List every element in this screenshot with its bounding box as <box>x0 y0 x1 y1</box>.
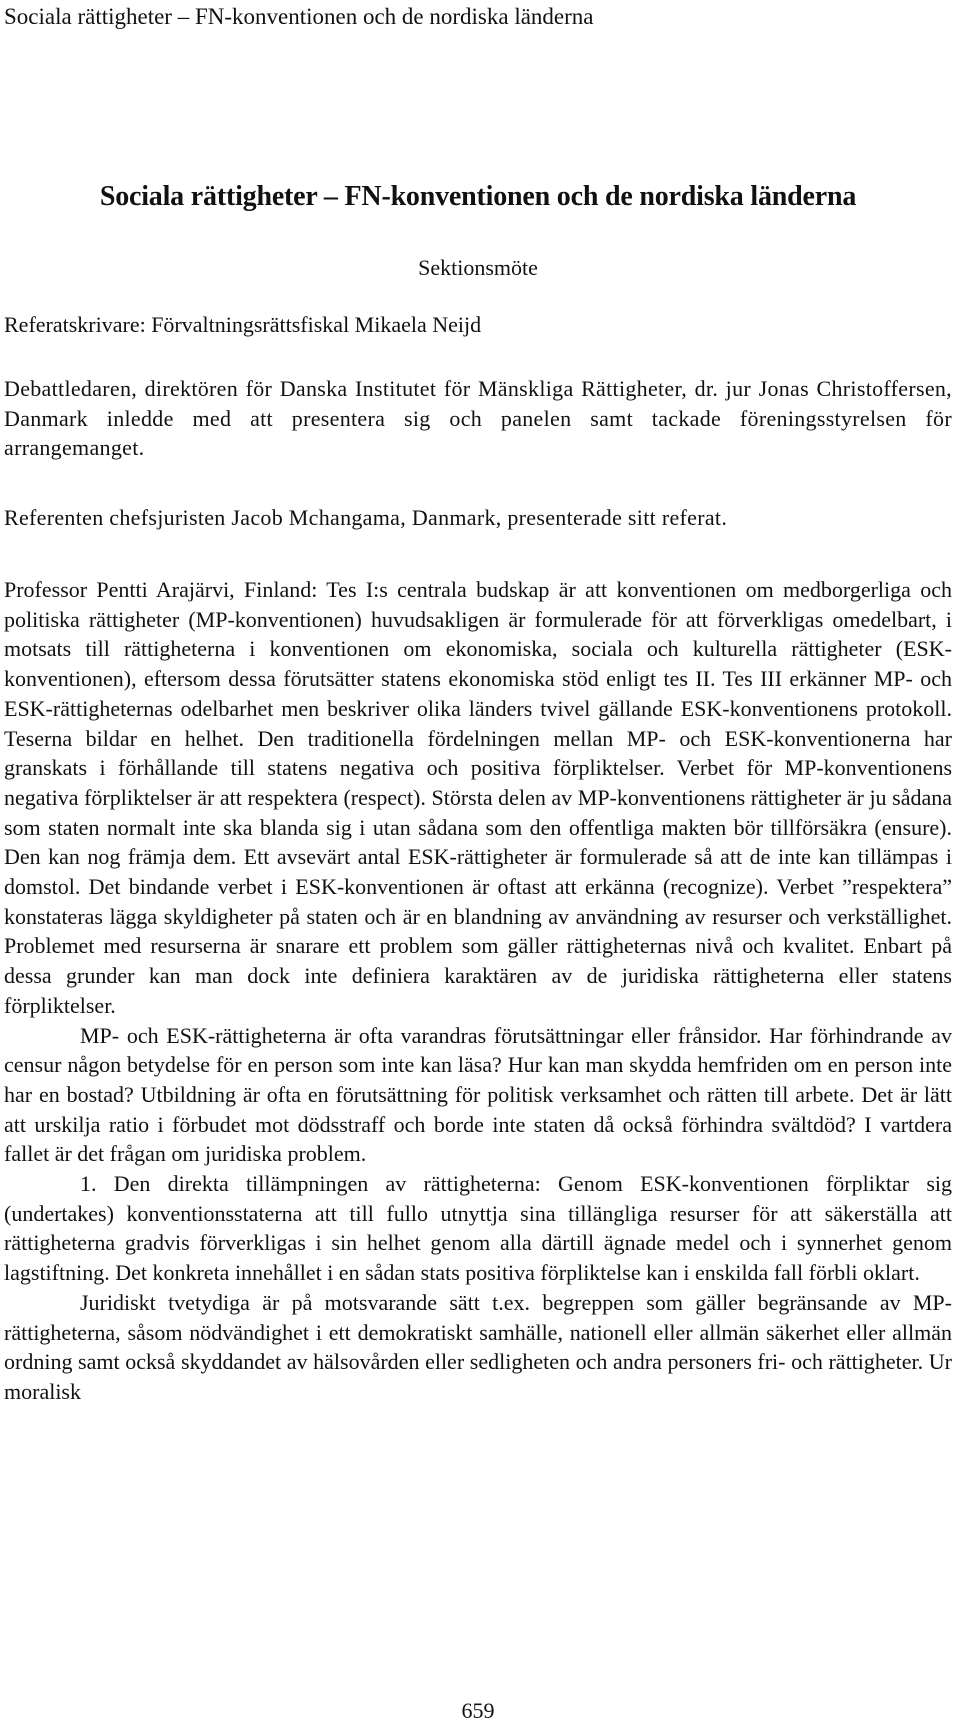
paragraph-professor: Professor Pentti Arajärvi, Finland: Tes I:s centrala budskap är att konventionen om medborgerliga och politiska rättigheter (MP-konventionen) huvudsakligen är formulerade för att förverkligas omedelbart, i motsats till rättigheterna i konventionen om ekonomiska, sociala och kulturella rättigheter (ESK-konventionen), eftersom dessa förutsätter statens ekonomiska stöd enligt tes II. Tes III erkänner MP- och ESK-rättigheternas odelbarhet men beskriver olika länders tvivel gällande ESK-konventionens protokoll. Teserna bildar en helhet. Den traditionella fördelningen mellan MP- och ESK-konventionerna har granskats i förhållande till statens negativa och positiva förpliktelser. Verbet för MP-konventionens negativa förpliktelser är att respektera (respect). Största delen av MP-konventionens rättigheter är ju sådana som staten normalt inte ska blanda sig i utan sådana som den offentliga makten bör tillförsäkra (ensure). Den kan nog främja dem. Ett avsevärt antal ESK-rättigheter är formulerade så att de inte kan tillämpas i domstol. Det bindande verbet i ESK-konventionen är oftast att erkänna (recognize). Verbet ”respektera” konstateras lägga skyldigheter på staten och är en blandning av användning av resurser och verkställighet. Problemet med resurserna är snarare ett problem som gäller rättigheternas nivå och kvalitet. Enbart på dessa grunder kan man dock inte definiera karaktären av de juridiska rättigheterna eller statens förpliktelser. <box>4 577 952 1018</box>
running-header: Sociala rättigheter – FN-konventionen och de nordiska länderna <box>4 4 594 29</box>
body-text-referent <box>4 503 952 533</box>
page-number: 659 <box>461 1698 495 1723</box>
recorder-line: Referatskrivare: Förvaltningsrättsfiskal Mikaela Neijd <box>4 312 482 337</box>
paragraph-intro: Debattledaren, direktören för Danska Institutet för Mänskliga Rättigheter, dr. jur Jonas Christoffersen, Danmark inledde med att presentera sig och panelen samt tackade föreningsstyrelsen för arrangemanget. <box>4 376 952 461</box>
page-title: Sociala rättigheter – FN-konventionen och de nordiska länderna <box>99 181 857 212</box>
paragraph-referent: Referenten chefsjuristen Jacob Mchangama, Danmark, presenterade sitt referat. <box>4 505 728 530</box>
body-text <box>4 374 952 463</box>
paragraph-direct-application: 1. Den direkta tillämpningen av rättigheterna: Genom ESK-konventionen förpliktar sig (undertakes) konventionsstaterna att till fullo utnyttja sina tillängliga resurser för att säkerställa att rättigheterna gradvis förverkligas i sin helhet genom alla därtill ägnade medel och i synnerhet genom lagstiftning. Det konkreta innehållet i en sådan stats positiva förpliktelse kan i enskilda fall förbli oklart. <box>4 1171 952 1286</box>
body-text-main <box>4 575 952 1407</box>
paragraph-legal-ambiguity: Juridiskt tvetydiga är på motsvarande sätt t.ex. begreppen som gäller begränsande av MP-rättigheterna, såsom nödvändighet i ett demokratiskt samhälle, nationell eller allmän säkerhet eller allmän ordning samt också skyddandet av hälsovården eller sedligheten och andra personers fri- och rättigheter. Ur moralisk <box>4 1289 952 1404</box>
paragraph-mp-esk: MP- och ESK-rättigheterna är ofta varandras förutsättningar eller frånsidor. Har förhindrande av censur någon betydelse för en person som inte kan läsa? Hur kan man skydda hemfriden om en person inte har en bostad? Utbildning är ofta en förutsättning för politisk verksamhet och rätten till arbete. Det är lätt att urskilja ratio i förbudet mot dödsstraff och borde inte staten då också förhindra svältdöd? I vartdera fallet är det frågan om juridiska problem. <box>4 1022 952 1167</box>
section-subtitle: Sektionsmöte <box>418 255 538 280</box>
